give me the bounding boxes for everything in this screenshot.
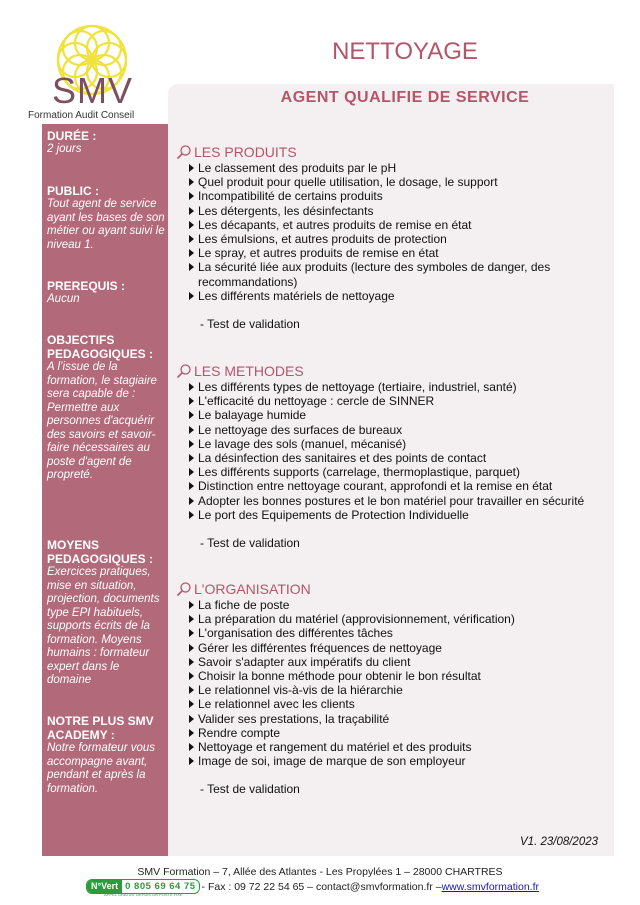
bullet-arrow-icon — [189, 615, 194, 623]
item-list — [176, 598, 606, 768]
bullet-arrow-icon — [189, 235, 194, 243]
list-item — [176, 740, 606, 754]
list-item-text: Incompatibilité de certains produits — [198, 189, 383, 204]
list-item — [176, 408, 606, 422]
sidebar-heading: DURÉE : — [47, 129, 97, 143]
footer-address: SMV Formation – 7, Allée des Atlantes - Les Propylées 1 – 28000 CHARTRES — [137, 866, 503, 878]
list-item-text: Quel produit pour quelle utilisation, le dosage, le support — [198, 175, 498, 190]
validation-test: - Test de validation — [200, 317, 300, 332]
sidebar-objectifs — [47, 333, 165, 483]
list-item-text: Le spray, et autres produits de remise en état — [198, 246, 439, 261]
section-title — [176, 362, 606, 380]
list-item — [176, 612, 606, 626]
list-item — [176, 494, 606, 508]
sidebar-text: Notre formateur vous accompagne avant, pendant et après la formation. — [47, 742, 156, 795]
list-item-text: Choisir la bonne méthode pour obtenir le bon résultat — [198, 669, 481, 684]
bullet-arrow-icon — [189, 658, 194, 666]
badge-number: 0 805 69 64 75 — [125, 881, 196, 892]
sidebar-text: Exercices pratiques, mise en situation, projection, documents type EPI habituels, supports écrits de la formation. Moyens humains : formateur expert dans le domaine — [47, 566, 160, 686]
list-item-text: Les décapants, et autres produits de remise en état — [198, 217, 472, 232]
bullet-arrow-icon — [189, 729, 194, 737]
list-item — [176, 669, 606, 683]
bullet-arrow-icon — [189, 644, 194, 652]
list-item — [176, 161, 606, 175]
list-item — [176, 246, 606, 260]
list-item-text: Adopter les bonnes postures et le bon matériel pour travailler en sécurité — [198, 493, 585, 508]
validation-test: - Test de validation — [200, 536, 300, 551]
list-item — [176, 260, 606, 288]
sidebar-moyens — [47, 538, 165, 688]
magnifier-icon — [176, 144, 192, 160]
sidebar-text: Tout agent de service ayant les bases de son métier ou ayant suivi le niveau 1. — [47, 198, 165, 251]
list-item — [176, 451, 606, 465]
list-item-text: Rendre compte — [198, 725, 281, 740]
bullet-arrow-icon — [189, 292, 194, 300]
list-item-text: Les différents supports (carrelage, thermoplastique, parquet) — [198, 465, 520, 480]
list-item — [176, 204, 606, 218]
list-item-text: Le lavage des sols (manuel, mécanisé) — [198, 436, 407, 451]
list-item-text: Le port des Equipements de Protection Individuelle — [198, 507, 469, 522]
sidebar-public — [47, 184, 165, 252]
list-item-text: Valider ses prestations, la traçabilité — [198, 711, 390, 726]
fax-contact-text: - Fax : 09 72 22 54 65 – contact@smvformation.fr – — [201, 880, 442, 893]
list-item-text: Distinction entre nettoyage courant, approfondi et la remise en état — [198, 479, 553, 494]
bullet-arrow-icon — [189, 178, 194, 186]
list-item — [176, 479, 606, 493]
bullet-arrow-icon — [189, 757, 194, 765]
list-item — [176, 754, 606, 768]
list-item-text: La préparation du matériel (approvisionnement, vérification) — [198, 612, 515, 627]
page-title: NETTOYAGE — [332, 38, 478, 65]
list-item-text: Le nettoyage des surfaces de bureaux — [198, 422, 403, 437]
section-organisation — [176, 580, 606, 796]
list-item — [176, 641, 606, 655]
sidebar-notre-plus — [47, 714, 165, 796]
bullet-arrow-icon — [189, 164, 194, 172]
list-item — [176, 655, 606, 669]
section-produits — [176, 143, 606, 331]
list-item-text: Les émulsions, et autres produits de protection — [198, 232, 447, 247]
list-item-text: Le classement des produits par le pH — [198, 161, 397, 175]
bullet-arrow-icon — [189, 511, 194, 519]
website-link[interactable]: www.smvformation.fr — [441, 880, 539, 893]
list-item-text: Le relationnel vis-à-vis de la hiérarchie — [198, 683, 403, 698]
list-item-text: Savoir s'adapter aux impératifs du client — [198, 654, 411, 669]
sidebar-heading: MOYENS PEDAGOGIQUES : — [47, 538, 154, 566]
bullet-arrow-icon — [189, 383, 194, 391]
list-item-text: La désinfection des sanitaires et des points de contact — [198, 451, 487, 466]
bullet-arrow-icon — [189, 468, 194, 476]
logo-subtitle: Formation Audit Conseil — [28, 110, 135, 121]
list-item — [176, 289, 606, 303]
bullet-arrow-icon — [189, 497, 194, 505]
item-list — [176, 161, 606, 303]
list-item — [176, 423, 606, 437]
list-item-text: La sécurité liée aux produits (lecture des symboles de danger, des recommandations) — [198, 260, 551, 289]
sidebar-heading: OBJECTIFS PEDAGOGIQUES : — [47, 333, 154, 361]
list-item-text: Nettoyage et rangement du matériel et des produits — [198, 740, 472, 755]
sidebar-duree — [47, 129, 165, 157]
section-title — [176, 143, 606, 161]
list-item — [176, 726, 606, 740]
bullet-arrow-icon — [189, 397, 194, 405]
list-item-text: Les différents types de nettoyage (tertiaire, industriel, santé) — [198, 380, 517, 394]
validation-test: - Test de validation — [200, 782, 300, 797]
bullet-arrow-icon — [189, 411, 194, 419]
bullet-arrow-icon — [189, 249, 194, 257]
list-item — [176, 508, 606, 522]
sidebar-heading: NOTRE PLUS SMV ACADEMY : — [47, 714, 154, 742]
sidebar-heading: PREREQUIS : — [47, 279, 126, 293]
badge-label: N°Vert — [87, 880, 122, 893]
list-item — [176, 683, 606, 697]
bullet-arrow-icon — [189, 601, 194, 609]
list-item-text: Gérer les différentes fréquences de nettoyage — [198, 640, 442, 655]
bullet-arrow-icon — [189, 426, 194, 434]
list-item — [176, 697, 606, 711]
section-title-text: L'ORGANISATION — [194, 581, 311, 597]
list-item-text: L'organisation des différentes tâches — [198, 626, 393, 641]
list-item — [176, 218, 606, 232]
list-item — [176, 189, 606, 203]
bullet-arrow-icon — [189, 192, 194, 200]
list-item-text: Les différents matériels de nettoyage — [198, 288, 395, 303]
bullet-arrow-icon — [189, 263, 194, 271]
bullet-arrow-icon — [189, 686, 194, 694]
list-item — [176, 598, 606, 612]
bullet-arrow-icon — [189, 629, 194, 637]
list-item-text: Image de soi, image de marque de son employeur — [198, 754, 466, 769]
sidebar-text: Aucun — [47, 293, 80, 305]
list-item — [176, 394, 606, 408]
page-subtitle: AGENT QUALIFIE DE SERVICE — [280, 89, 530, 106]
list-item-text: La fiche de poste — [198, 598, 290, 612]
magnifier-icon — [176, 363, 192, 379]
sidebar-heading: PUBLIC : — [47, 184, 99, 198]
section-title-text: LES METHODES — [194, 363, 304, 379]
list-item-text: Les détergents, les désinfectants — [198, 203, 374, 218]
bullet-arrow-icon — [189, 440, 194, 448]
bullet-arrow-icon — [189, 454, 194, 462]
sidebar-prerequis — [47, 279, 165, 307]
logo-text: SMV — [52, 70, 134, 111]
section-title — [176, 580, 606, 598]
badge-note: APPEL GRATUIT DEPUIS UN POSTE FIXE — [104, 892, 183, 897]
sidebar-text: 2 jours — [47, 143, 82, 155]
list-item-text: L'efficacité du nettoyage : cercle de SINNER — [198, 394, 435, 409]
bullet-arrow-icon — [189, 482, 194, 490]
list-item-text: Le balayage humide — [198, 408, 307, 423]
list-item-text: Le relationnel avec les clients — [198, 697, 355, 712]
list-item — [176, 175, 606, 189]
list-item — [176, 626, 606, 640]
item-list — [176, 380, 606, 522]
bullet-arrow-icon — [189, 743, 194, 751]
list-item — [176, 712, 606, 726]
sidebar-text: A l’issue de la formation, le stagiaire sera capable de : Permettre aux personnes d'acquérir des savoirs et savoir-faire nécessaires au poste d'agent de propreté. — [47, 361, 157, 481]
list-item — [176, 232, 606, 246]
list-item — [176, 437, 606, 451]
bullet-arrow-icon — [189, 207, 194, 215]
magnifier-icon — [176, 581, 192, 597]
section-methodes — [176, 362, 606, 550]
version-label: V1. 23/08/2023 — [520, 836, 599, 848]
section-title-text: LES PRODUITS — [194, 144, 297, 160]
bullet-arrow-icon — [189, 672, 194, 680]
bullet-arrow-icon — [189, 221, 194, 229]
list-item — [176, 465, 606, 479]
list-item — [176, 380, 606, 394]
bullet-arrow-icon — [189, 700, 194, 708]
bullet-arrow-icon — [189, 715, 194, 723]
